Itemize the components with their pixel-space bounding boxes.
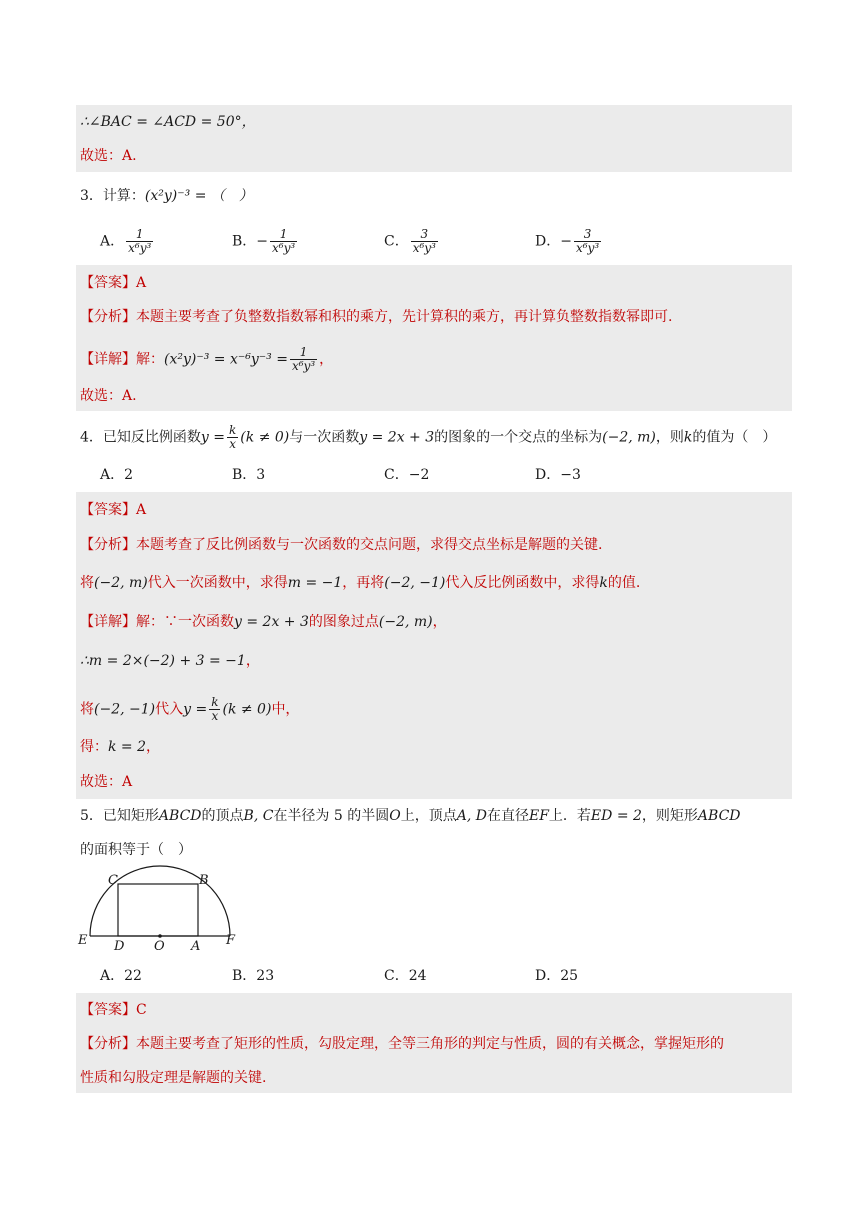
q3-answer: 【答案】A (80, 275, 147, 291)
q5-analysis: 【分析】本题主要考查了矩形的性质，勾股定理，全等三角形的判定与性质，圆的有关概念，掌握矩形的 (80, 1036, 724, 1052)
label-a: A (191, 939, 201, 954)
q5-option-b[interactable]: B．23 (232, 968, 275, 984)
q5-answer: 【答案】C (80, 1002, 147, 1018)
q4-answer: 【答案】A (80, 502, 147, 518)
q3-choose: 故选：A. (80, 388, 137, 404)
q2-choose: 故选：A. (80, 148, 137, 164)
q3-stem: 3．计算：(x²y)⁻³ = （ ） (80, 188, 253, 204)
q3-option-c[interactable]: C． $\frac{3}{\text{x⁶y³}}$ (384, 227, 436, 255)
q4-analysis-line2: 将(−2, m)代入一次函数中，求得m = −1，再将(−2, −1)代入反比例函数中，求得k的值. (80, 575, 641, 591)
q4-step3: 将(−2, −1)代入y = $\frac{k}{x}$ (k ≠ 0)中， (80, 695, 300, 723)
q5-option-a[interactable]: A．22 (100, 968, 142, 984)
label-d: D (114, 939, 125, 954)
solution-block-q3 (76, 265, 792, 411)
label-c: C (108, 873, 118, 888)
q4-step2: ∴m = 2×(−2) + 3 = −1， (80, 653, 260, 669)
q3-detail: 【详解】解：(x²y)⁻³ = x⁻⁶y⁻³ = $\frac{1}{\text{x⁶y³}}$ ， (80, 345, 334, 373)
q3-analysis: 【分析】本题主要考查了负整数指数幂和积的乘方，先计算积的乘方，再计算负整数指数幂即可. (80, 309, 673, 325)
q5-analysis-line2: 性质和勾股定理是解题的关键. (80, 1070, 267, 1086)
q3-option-a[interactable]: A． $\frac{1}{\text{x⁶y³}}$ (100, 227, 152, 255)
q4-option-c[interactable]: C．−2 (384, 467, 430, 483)
q4-stem: 4．已知反比例函数y = $\frac{k}{x}$ (k ≠ 0)与一次函数y = 2x + 3的图象的一个交点的坐标为(−2, m)，则k的值为（ ） (80, 423, 777, 451)
semicircle-rectangle-figure (74, 864, 244, 954)
q3-option-d[interactable]: D．− $\frac{3}{\text{x⁶y³}}$ (535, 227, 600, 255)
q5-option-d[interactable]: D．25 (535, 968, 579, 984)
q4-option-a[interactable]: A．2 (100, 467, 134, 483)
q4-detail: 【详解】解：∵一次函数y = 2x + 3的图象过点(−2, m)， (80, 614, 447, 630)
q4-analysis: 【分析】本题考查了反比例函数与一次函数的交点问题，求得交点坐标是解题的关键. (80, 537, 603, 553)
q4-step4: 得：k = 2， (80, 739, 161, 755)
q4-option-b[interactable]: B．3 (232, 467, 266, 483)
q5-stem-line2: 的面积等于（ ） (80, 842, 192, 858)
label-b: B (199, 873, 209, 888)
q5-stem: 5．已知矩形ABCD的顶点B, C在半径为 5 的半圆O上，顶点A, D在直径EF上．若ED = 2，则矩形ABCD (80, 808, 741, 824)
q2-step: ∴∠BAC = ∠ACD = 50°， (80, 114, 256, 130)
q4-option-d[interactable]: D．−3 (535, 467, 581, 483)
label-e: E (78, 933, 88, 948)
q5-option-c[interactable]: C．24 (384, 968, 427, 984)
q4-choose: 故选：A (80, 774, 133, 790)
q3-option-b[interactable]: B．− $\frac{1}{\text{x⁶y³}}$ (232, 227, 296, 255)
label-f: F (226, 933, 236, 948)
label-o: O (154, 939, 165, 954)
